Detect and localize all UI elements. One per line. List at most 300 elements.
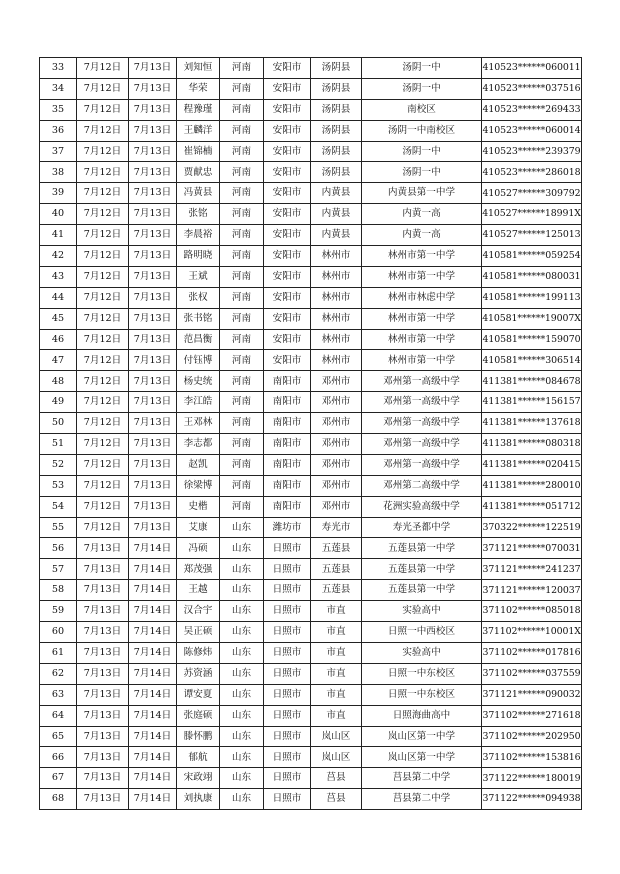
table-row: [40, 559, 582, 580]
table-row: [40, 747, 582, 768]
province-cell: 山东: [220, 705, 264, 726]
id-number-cell: 411381******280010: [482, 475, 582, 496]
id-number-cell: 410581******199113: [482, 287, 582, 308]
row-number-cell: 51: [40, 434, 77, 455]
city-cell: 安阳市: [264, 183, 311, 204]
province-cell: 山东: [220, 622, 264, 643]
arrival-date-cell: 7月14日: [129, 559, 177, 580]
province-cell: 河南: [220, 475, 264, 496]
departure-date-cell: 7月13日: [77, 642, 129, 663]
name-cell: 张铭: [177, 204, 220, 225]
name-cell: 冯硕: [177, 538, 220, 559]
id-number-cell: 371121******120037: [482, 580, 582, 601]
table-row: [40, 789, 582, 810]
departure-date-cell: 7月13日: [77, 789, 129, 810]
departure-date-cell: 7月12日: [77, 308, 129, 329]
province-cell: 山东: [220, 768, 264, 789]
id-number-cell: 371121******241237: [482, 559, 582, 580]
name-cell: 崔锦楠: [177, 141, 220, 162]
name-cell: 李江皓: [177, 392, 220, 413]
arrival-date-cell: 7月13日: [129, 434, 177, 455]
city-cell: 日照市: [264, 663, 311, 684]
county-cell: 市直: [311, 705, 362, 726]
departure-date-cell: 7月12日: [77, 99, 129, 120]
county-cell: 五莲县: [311, 559, 362, 580]
province-cell: 河南: [220, 78, 264, 99]
table-row: [40, 350, 582, 371]
county-cell: 邓州市: [311, 454, 362, 475]
arrival-date-cell: 7月14日: [129, 538, 177, 559]
province-cell: 河南: [220, 183, 264, 204]
table-row: [40, 58, 582, 79]
school-cell: 花洲实验高级中学: [362, 496, 482, 517]
departure-date-cell: 7月12日: [77, 475, 129, 496]
table-row: [40, 705, 582, 726]
name-cell: 张庭硕: [177, 705, 220, 726]
province-cell: 河南: [220, 99, 264, 120]
arrival-date-cell: 7月13日: [129, 120, 177, 141]
arrival-date-cell: 7月13日: [129, 496, 177, 517]
id-number-cell: 410581******159070: [482, 329, 582, 350]
city-cell: 安阳市: [264, 204, 311, 225]
arrival-date-cell: 7月14日: [129, 642, 177, 663]
row-number-cell: 33: [40, 58, 77, 79]
arrival-date-cell: 7月13日: [129, 58, 177, 79]
province-cell: 山东: [220, 642, 264, 663]
city-cell: 日照市: [264, 768, 311, 789]
county-cell: 莒县: [311, 768, 362, 789]
province-cell: 河南: [220, 308, 264, 329]
arrival-date-cell: 7月13日: [129, 225, 177, 246]
table-row: [40, 120, 582, 141]
school-cell: 实验高中: [362, 642, 482, 663]
id-number-cell: 410581******306514: [482, 350, 582, 371]
school-cell: 内黄一高: [362, 204, 482, 225]
county-cell: 市直: [311, 642, 362, 663]
table-row: [40, 684, 582, 705]
name-cell: 滕怀鹏: [177, 726, 220, 747]
city-cell: 日照市: [264, 622, 311, 643]
id-number-cell: 411381******156157: [482, 392, 582, 413]
row-number-cell: 43: [40, 266, 77, 287]
arrival-date-cell: 7月13日: [129, 329, 177, 350]
departure-date-cell: 7月12日: [77, 58, 129, 79]
school-cell: 汤阴一中: [362, 162, 482, 183]
id-number-cell: 410523******239379: [482, 141, 582, 162]
province-cell: 河南: [220, 434, 264, 455]
city-cell: 安阳市: [264, 120, 311, 141]
city-cell: 南阳市: [264, 496, 311, 517]
arrival-date-cell: 7月13日: [129, 454, 177, 475]
school-cell: 日照一中西校区: [362, 622, 482, 643]
city-cell: 安阳市: [264, 225, 311, 246]
province-cell: 河南: [220, 162, 264, 183]
departure-date-cell: 7月13日: [77, 622, 129, 643]
arrival-date-cell: 7月13日: [129, 308, 177, 329]
arrival-date-cell: 7月14日: [129, 663, 177, 684]
county-cell: 邓州市: [311, 392, 362, 413]
arrival-date-cell: 7月13日: [129, 392, 177, 413]
school-cell: 汤阴一中: [362, 141, 482, 162]
county-cell: 内黄县: [311, 204, 362, 225]
row-number-cell: 34: [40, 78, 77, 99]
roster-sheet: [39, 57, 581, 810]
school-cell: 邓州第一高级中学: [362, 392, 482, 413]
table-row: [40, 371, 582, 392]
county-cell: 五莲县: [311, 538, 362, 559]
row-number-cell: 66: [40, 747, 77, 768]
province-cell: 河南: [220, 141, 264, 162]
city-cell: 安阳市: [264, 99, 311, 120]
id-number-cell: 371122******180019: [482, 768, 582, 789]
table-row: [40, 204, 582, 225]
arrival-date-cell: 7月14日: [129, 684, 177, 705]
arrival-date-cell: 7月13日: [129, 413, 177, 434]
county-cell: 林州市: [311, 329, 362, 350]
school-cell: 岚山区第一中学: [362, 726, 482, 747]
arrival-date-cell: 7月14日: [129, 747, 177, 768]
city-cell: 日照市: [264, 601, 311, 622]
id-number-cell: 411381******137618: [482, 413, 582, 434]
arrival-date-cell: 7月14日: [129, 768, 177, 789]
county-cell: 邓州市: [311, 413, 362, 434]
county-cell: 内黄县: [311, 183, 362, 204]
province-cell: 河南: [220, 329, 264, 350]
name-cell: 付钰博: [177, 350, 220, 371]
table-row: [40, 622, 582, 643]
row-number-cell: 65: [40, 726, 77, 747]
arrival-date-cell: 7月13日: [129, 78, 177, 99]
arrival-date-cell: 7月13日: [129, 350, 177, 371]
table-row: [40, 538, 582, 559]
row-number-cell: 41: [40, 225, 77, 246]
arrival-date-cell: 7月14日: [129, 726, 177, 747]
table-row: [40, 287, 582, 308]
row-number-cell: 46: [40, 329, 77, 350]
school-cell: 邓州第一高级中学: [362, 434, 482, 455]
arrival-date-cell: 7月13日: [129, 141, 177, 162]
name-cell: 王越: [177, 580, 220, 601]
school-cell: 汤阴一中南校区: [362, 120, 482, 141]
table-row: [40, 183, 582, 204]
city-cell: 安阳市: [264, 329, 311, 350]
province-cell: 河南: [220, 350, 264, 371]
school-cell: 林州市林虑中学: [362, 287, 482, 308]
id-number-cell: 411381******020415: [482, 454, 582, 475]
arrival-date-cell: 7月13日: [129, 99, 177, 120]
table-row: [40, 225, 582, 246]
table-row: [40, 308, 582, 329]
name-cell: 范昌衡: [177, 329, 220, 350]
table-row: [40, 266, 582, 287]
arrival-date-cell: 7月14日: [129, 601, 177, 622]
school-cell: 寿光圣都中学: [362, 517, 482, 538]
id-number-cell: 410523******060014: [482, 120, 582, 141]
name-cell: 杨史统: [177, 371, 220, 392]
id-number-cell: 371122******094938: [482, 789, 582, 810]
id-number-cell: 410527******309792: [482, 183, 582, 204]
departure-date-cell: 7月13日: [77, 559, 129, 580]
province-cell: 山东: [220, 726, 264, 747]
city-cell: 安阳市: [264, 246, 311, 267]
id-number-cell: 411381******084678: [482, 371, 582, 392]
city-cell: 日照市: [264, 559, 311, 580]
id-number-cell: 370322******122519: [482, 517, 582, 538]
id-number-cell: 371102******085018: [482, 601, 582, 622]
province-cell: 河南: [220, 496, 264, 517]
city-cell: 南阳市: [264, 434, 311, 455]
name-cell: 王斌: [177, 266, 220, 287]
name-cell: 张权: [177, 287, 220, 308]
departure-date-cell: 7月12日: [77, 120, 129, 141]
row-number-cell: 48: [40, 371, 77, 392]
departure-date-cell: 7月13日: [77, 684, 129, 705]
arrival-date-cell: 7月13日: [129, 204, 177, 225]
roster-body: [40, 58, 582, 810]
school-cell: 邓州第一高级中学: [362, 454, 482, 475]
school-cell: 内黄一高: [362, 225, 482, 246]
school-cell: 岚山区第一中学: [362, 747, 482, 768]
row-number-cell: 62: [40, 663, 77, 684]
city-cell: 安阳市: [264, 141, 311, 162]
county-cell: 汤阴县: [311, 99, 362, 120]
name-cell: 史楷: [177, 496, 220, 517]
city-cell: 南阳市: [264, 392, 311, 413]
school-cell: 日照一中东校区: [362, 684, 482, 705]
arrival-date-cell: 7月14日: [129, 705, 177, 726]
name-cell: 陈修炜: [177, 642, 220, 663]
departure-date-cell: 7月12日: [77, 454, 129, 475]
school-cell: 日照一中东校区: [362, 663, 482, 684]
province-cell: 河南: [220, 225, 264, 246]
city-cell: 潍坊市: [264, 517, 311, 538]
row-number-cell: 61: [40, 642, 77, 663]
province-cell: 河南: [220, 371, 264, 392]
county-cell: 岚山区: [311, 726, 362, 747]
departure-date-cell: 7月12日: [77, 413, 129, 434]
departure-date-cell: 7月12日: [77, 204, 129, 225]
name-cell: 路明晓: [177, 246, 220, 267]
county-cell: 林州市: [311, 350, 362, 371]
county-cell: 林州市: [311, 308, 362, 329]
table-row: [40, 99, 582, 120]
province-cell: 山东: [220, 747, 264, 768]
city-cell: 南阳市: [264, 475, 311, 496]
departure-date-cell: 7月12日: [77, 496, 129, 517]
city-cell: 日照市: [264, 747, 311, 768]
province-cell: 山东: [220, 789, 264, 810]
city-cell: 南阳市: [264, 371, 311, 392]
city-cell: 安阳市: [264, 287, 311, 308]
departure-date-cell: 7月12日: [77, 225, 129, 246]
arrival-date-cell: 7月13日: [129, 517, 177, 538]
county-cell: 林州市: [311, 246, 362, 267]
county-cell: 邓州市: [311, 434, 362, 455]
id-number-cell: 410581******059254: [482, 246, 582, 267]
row-number-cell: 56: [40, 538, 77, 559]
school-cell: 内黄县第一中学: [362, 183, 482, 204]
row-number-cell: 63: [40, 684, 77, 705]
name-cell: 王邓林: [177, 413, 220, 434]
school-cell: 林州市第一中学: [362, 308, 482, 329]
name-cell: 郁航: [177, 747, 220, 768]
row-number-cell: 53: [40, 475, 77, 496]
school-cell: 五莲县第一中学: [362, 538, 482, 559]
id-number-cell: 410523******269433: [482, 99, 582, 120]
id-number-cell: 410581******080031: [482, 266, 582, 287]
school-cell: 南校区: [362, 99, 482, 120]
table-row: [40, 392, 582, 413]
table-row: [40, 78, 582, 99]
name-cell: 贾献忠: [177, 162, 220, 183]
school-cell: 汤阴一中: [362, 58, 482, 79]
row-number-cell: 64: [40, 705, 77, 726]
school-cell: 林州市第一中学: [362, 246, 482, 267]
row-number-cell: 68: [40, 789, 77, 810]
school-cell: 林州市第一中学: [362, 329, 482, 350]
school-cell: 汤阴一中: [362, 78, 482, 99]
departure-date-cell: 7月12日: [77, 434, 129, 455]
county-cell: 五莲县: [311, 580, 362, 601]
id-number-cell: 371102******202950: [482, 726, 582, 747]
city-cell: 南阳市: [264, 454, 311, 475]
id-number-cell: 371102******10001X: [482, 622, 582, 643]
id-number-cell: 410523******060011: [482, 58, 582, 79]
city-cell: 安阳市: [264, 266, 311, 287]
province-cell: 山东: [220, 663, 264, 684]
school-cell: 日照海曲高中: [362, 705, 482, 726]
county-cell: 市直: [311, 684, 362, 705]
name-cell: 冯黄县: [177, 183, 220, 204]
county-cell: 内黄县: [311, 225, 362, 246]
departure-date-cell: 7月13日: [77, 747, 129, 768]
county-cell: 邓州市: [311, 371, 362, 392]
row-number-cell: 57: [40, 559, 77, 580]
name-cell: 华荣: [177, 78, 220, 99]
row-number-cell: 67: [40, 768, 77, 789]
departure-date-cell: 7月12日: [77, 287, 129, 308]
departure-date-cell: 7月13日: [77, 663, 129, 684]
school-cell: 五莲县第一中学: [362, 580, 482, 601]
row-number-cell: 45: [40, 308, 77, 329]
city-cell: 安阳市: [264, 78, 311, 99]
row-number-cell: 58: [40, 580, 77, 601]
id-number-cell: 371121******070031: [482, 538, 582, 559]
arrival-date-cell: 7月13日: [129, 183, 177, 204]
id-number-cell: 371102******037559: [482, 663, 582, 684]
school-cell: 邓州第一高级中学: [362, 371, 482, 392]
name-cell: 徐梁博: [177, 475, 220, 496]
name-cell: 赵凯: [177, 454, 220, 475]
departure-date-cell: 7月12日: [77, 392, 129, 413]
table-row: [40, 663, 582, 684]
arrival-date-cell: 7月13日: [129, 475, 177, 496]
county-cell: 汤阴县: [311, 141, 362, 162]
name-cell: 刘知恒: [177, 58, 220, 79]
name-cell: 郑茂强: [177, 559, 220, 580]
city-cell: 日照市: [264, 538, 311, 559]
school-cell: 邓州第二高级中学: [362, 475, 482, 496]
name-cell: 吴正硕: [177, 622, 220, 643]
row-number-cell: 52: [40, 454, 77, 475]
row-number-cell: 36: [40, 120, 77, 141]
county-cell: 市直: [311, 601, 362, 622]
table-row: [40, 601, 582, 622]
name-cell: 宋政翊: [177, 768, 220, 789]
row-number-cell: 60: [40, 622, 77, 643]
name-cell: 张书铭: [177, 308, 220, 329]
id-number-cell: 410527******18991X: [482, 204, 582, 225]
school-cell: 林州市第一中学: [362, 266, 482, 287]
row-number-cell: 44: [40, 287, 77, 308]
province-cell: 河南: [220, 392, 264, 413]
name-cell: 谭安夏: [177, 684, 220, 705]
table-row: [40, 141, 582, 162]
county-cell: 岚山区: [311, 747, 362, 768]
table-row: [40, 496, 582, 517]
row-number-cell: 39: [40, 183, 77, 204]
id-number-cell: 410581******19007X: [482, 308, 582, 329]
roster-table: [39, 57, 582, 810]
id-number-cell: 371121******090032: [482, 684, 582, 705]
id-number-cell: 411381******080318: [482, 434, 582, 455]
row-number-cell: 54: [40, 496, 77, 517]
province-cell: 山东: [220, 684, 264, 705]
city-cell: 安阳市: [264, 162, 311, 183]
name-cell: 王麟洋: [177, 120, 220, 141]
departure-date-cell: 7月13日: [77, 726, 129, 747]
id-number-cell: 410523******037516: [482, 78, 582, 99]
arrival-date-cell: 7月14日: [129, 622, 177, 643]
arrival-date-cell: 7月13日: [129, 162, 177, 183]
arrival-date-cell: 7月13日: [129, 371, 177, 392]
province-cell: 河南: [220, 120, 264, 141]
school-cell: 林州市第一中学: [362, 350, 482, 371]
departure-date-cell: 7月12日: [77, 350, 129, 371]
row-number-cell: 47: [40, 350, 77, 371]
name-cell: 汉合宇: [177, 601, 220, 622]
row-number-cell: 42: [40, 246, 77, 267]
province-cell: 河南: [220, 58, 264, 79]
arrival-date-cell: 7月14日: [129, 580, 177, 601]
table-row: [40, 768, 582, 789]
table-row: [40, 329, 582, 350]
departure-date-cell: 7月12日: [77, 329, 129, 350]
county-cell: 汤阴县: [311, 120, 362, 141]
name-cell: 刘执康: [177, 789, 220, 810]
county-cell: 莒县: [311, 789, 362, 810]
school-cell: 莒县第二中学: [362, 768, 482, 789]
city-cell: 日照市: [264, 726, 311, 747]
departure-date-cell: 7月13日: [77, 601, 129, 622]
school-cell: 五莲县第一中学: [362, 559, 482, 580]
city-cell: 日照市: [264, 789, 311, 810]
departure-date-cell: 7月12日: [77, 266, 129, 287]
table-row: [40, 246, 582, 267]
county-cell: 邓州市: [311, 496, 362, 517]
departure-date-cell: 7月12日: [77, 371, 129, 392]
departure-date-cell: 7月12日: [77, 141, 129, 162]
table-row: [40, 580, 582, 601]
province-cell: 河南: [220, 246, 264, 267]
name-cell: 苏资涵: [177, 663, 220, 684]
row-number-cell: 59: [40, 601, 77, 622]
arrival-date-cell: 7月14日: [129, 789, 177, 810]
county-cell: 汤阴县: [311, 162, 362, 183]
name-cell: 李志都: [177, 434, 220, 455]
name-cell: 程豫瑾: [177, 99, 220, 120]
county-cell: 市直: [311, 622, 362, 643]
